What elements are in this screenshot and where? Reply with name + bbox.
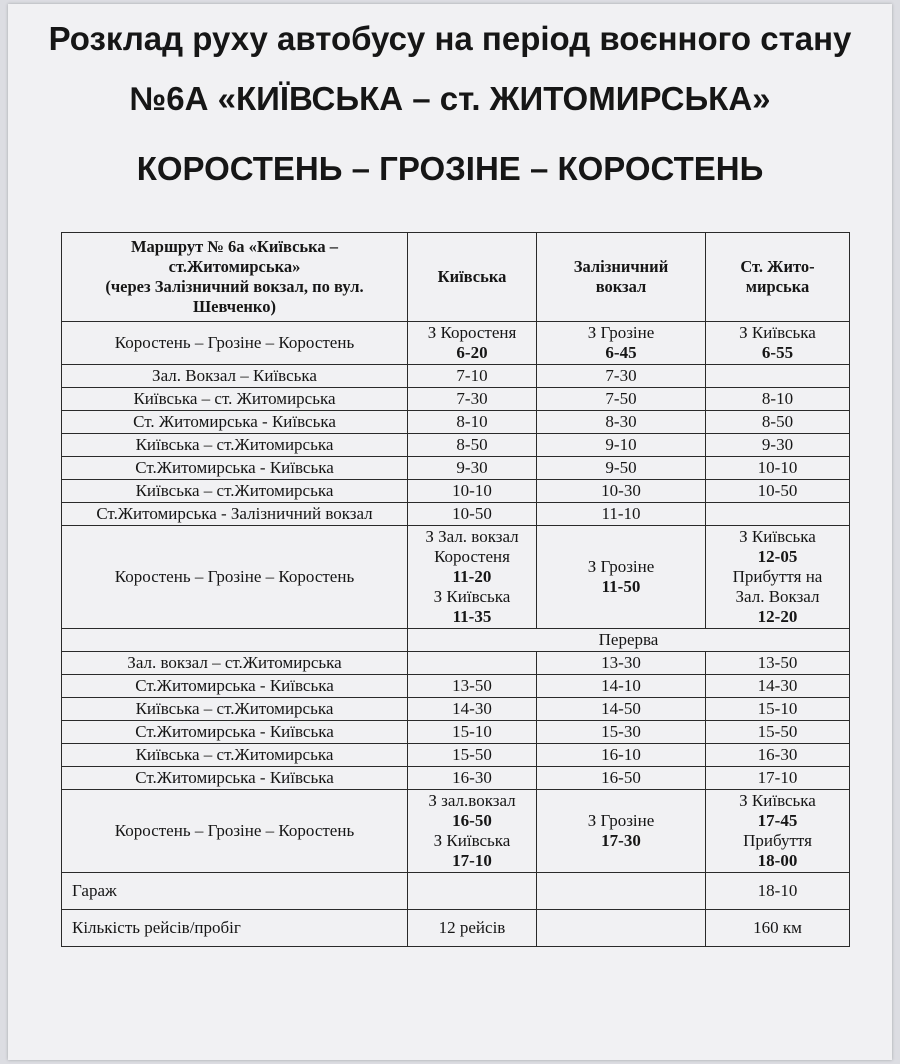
cell-text: 15-50 bbox=[452, 745, 492, 764]
time-cell-c3 bbox=[537, 457, 706, 480]
cell-text: 10-10 bbox=[452, 481, 492, 500]
departure-time: 17-45 bbox=[757, 811, 798, 830]
time-cell-c4 bbox=[706, 388, 850, 411]
route-cell: Ст.Житомирська - Київська bbox=[62, 767, 408, 790]
cell-text: Зал. Вокзал bbox=[735, 587, 820, 606]
time-cell-c4 bbox=[706, 480, 850, 503]
header-kyivska: Київська bbox=[408, 233, 537, 322]
table-row bbox=[62, 503, 850, 526]
summary-label: Кількість рейсів/пробіг bbox=[62, 910, 408, 947]
cell-text: 9-50 bbox=[605, 458, 637, 477]
departure-time: 11-20 bbox=[452, 567, 492, 586]
time-cell-c4 bbox=[706, 411, 850, 434]
route-cell: Київська – ст.Житомирська bbox=[62, 434, 408, 457]
time-cell-c2 bbox=[408, 744, 537, 767]
time-cell-c2 bbox=[408, 457, 537, 480]
time-cell-c4 bbox=[706, 767, 850, 790]
time-cell-c2 bbox=[408, 790, 537, 873]
summary-trips: 12 рейсів bbox=[408, 910, 537, 947]
cell-text: 7-30 bbox=[605, 366, 637, 385]
garage-time: 18-10 bbox=[706, 873, 850, 910]
table-row bbox=[62, 322, 850, 365]
table-row bbox=[62, 388, 850, 411]
route-cell: Коростень – Грозіне – Коростень bbox=[62, 322, 408, 365]
time-cell-c3 bbox=[537, 721, 706, 744]
route-cell: Київська – ст.Житомирська bbox=[62, 744, 408, 767]
departure-time: 12-05 bbox=[757, 547, 798, 566]
time-cell-c4 bbox=[706, 434, 850, 457]
cell-text: 8-10 bbox=[456, 412, 488, 431]
time-cell-c4 bbox=[706, 322, 850, 365]
cell-text: 16-50 bbox=[601, 768, 641, 787]
departure-time: 11-35 bbox=[452, 607, 492, 626]
time-cell-c4 bbox=[706, 698, 850, 721]
cell-text: 8-30 bbox=[605, 412, 637, 431]
cell-text: 9-30 bbox=[456, 458, 488, 477]
cell-text: 16-10 bbox=[601, 745, 641, 764]
departure-time: 17-10 bbox=[452, 851, 492, 870]
schedule-sheet bbox=[8, 4, 892, 1060]
cell-text: 14-30 bbox=[452, 699, 492, 718]
cell-text: 10-10 bbox=[757, 458, 798, 477]
route-cell: Ст. Житомирська - Київська bbox=[62, 411, 408, 434]
cell-text: 16-30 bbox=[757, 745, 798, 764]
table-row bbox=[62, 411, 850, 434]
time-cell-c3 bbox=[537, 411, 706, 434]
route-cell bbox=[62, 629, 408, 652]
time-cell-c4 bbox=[706, 744, 850, 767]
time-cell-c2 bbox=[408, 721, 537, 744]
time-cell-c3 bbox=[537, 434, 706, 457]
time-cell-c3 bbox=[537, 698, 706, 721]
time-cell-c4 bbox=[706, 526, 850, 629]
table-row bbox=[62, 790, 850, 873]
cell-text: 7-50 bbox=[605, 389, 637, 408]
route-cell: Ст.Житомирська - Київська bbox=[62, 457, 408, 480]
route-cell: Зал. вокзал – ст.Житомирська bbox=[62, 652, 408, 675]
title-line-1: Розклад руху автобусу на період воєнного стану bbox=[48, 20, 852, 57]
departure-time: 11-50 bbox=[601, 577, 641, 596]
time-cell-c3 bbox=[537, 744, 706, 767]
time-cell-c2 bbox=[408, 503, 537, 526]
time-cell-c2 bbox=[408, 675, 537, 698]
table-row bbox=[62, 675, 850, 698]
time-cell-c3 bbox=[537, 652, 706, 675]
time-cell-c3 bbox=[537, 675, 706, 698]
table-row bbox=[62, 652, 850, 675]
time-cell-c4 bbox=[706, 675, 850, 698]
cell-text: З зал.вокзал bbox=[428, 791, 516, 810]
table-row bbox=[62, 721, 850, 744]
garage-row bbox=[62, 873, 850, 910]
table-row bbox=[62, 457, 850, 480]
time-cell-c3 bbox=[537, 480, 706, 503]
time-cell-c2 bbox=[408, 322, 537, 365]
time-cell-c2 bbox=[408, 767, 537, 790]
cell-text: 10-50 bbox=[452, 504, 492, 523]
route-cell: Київська – ст. Житомирська bbox=[62, 388, 408, 411]
cell-text: З Грозіне bbox=[587, 557, 655, 576]
time-cell-c2 bbox=[408, 411, 537, 434]
table-row bbox=[62, 629, 850, 652]
cell-text: 14-30 bbox=[757, 676, 798, 695]
time-cell-c3 bbox=[537, 388, 706, 411]
cell-text: З Київська bbox=[433, 831, 511, 850]
cell-text: З Київська bbox=[433, 587, 511, 606]
time-cell-c2 bbox=[408, 698, 537, 721]
title-block bbox=[8, 22, 892, 212]
time-cell-c4 bbox=[706, 365, 850, 388]
time-cell-c2 bbox=[408, 434, 537, 457]
header-row bbox=[62, 233, 850, 322]
cell-text: 13-50 bbox=[452, 676, 492, 695]
route-cell: Зал. Вокзал – Київська bbox=[62, 365, 408, 388]
cell-text: 11-10 bbox=[601, 504, 641, 523]
time-cell-c3 bbox=[537, 526, 706, 629]
cell-text: 8-50 bbox=[456, 435, 488, 454]
route-cell: Коростень – Грозіне – Коростень bbox=[62, 526, 408, 629]
summary-distance: 160 км bbox=[706, 910, 850, 947]
cell-text: З Коростеня bbox=[427, 323, 517, 342]
schedule-table bbox=[61, 232, 850, 947]
time-cell-c2 bbox=[408, 652, 537, 675]
time-cell-c2 bbox=[408, 388, 537, 411]
title-line-3: КОРОСТЕНЬ – ГРОЗІНЕ – КОРОСТЕНЬ bbox=[136, 150, 764, 187]
route-cell: Київська – ст.Житомирська bbox=[62, 480, 408, 503]
cell-text: 9-10 bbox=[605, 435, 637, 454]
cell-text: 16-30 bbox=[452, 768, 492, 787]
cell-text: 15-10 bbox=[757, 699, 798, 718]
time-cell-c4 bbox=[706, 457, 850, 480]
departure-time: 6-45 bbox=[605, 343, 637, 362]
cell-text: 13-30 bbox=[601, 653, 641, 672]
table-row bbox=[62, 434, 850, 457]
header-railway-station: Залізничний вокзал bbox=[537, 233, 706, 322]
cell-text: 10-50 bbox=[757, 481, 798, 500]
cell-text: З Грозіне bbox=[587, 323, 655, 342]
table-row bbox=[62, 767, 850, 790]
cell-text: З Грозіне bbox=[587, 811, 655, 830]
cell-text: 15-30 bbox=[601, 722, 641, 741]
cell-text: 17-10 bbox=[757, 768, 798, 787]
cell-text: Прибуття на bbox=[732, 567, 823, 586]
table-row bbox=[62, 365, 850, 388]
table-row bbox=[62, 698, 850, 721]
time-cell-c3 bbox=[537, 503, 706, 526]
table-row bbox=[62, 480, 850, 503]
time-cell-c3 bbox=[537, 365, 706, 388]
time-cell-c3 bbox=[537, 322, 706, 365]
route-cell: Ст.Житомирська - Київська bbox=[62, 721, 408, 744]
cell-text: З Київська bbox=[739, 527, 816, 546]
header-zhytomyrska: Ст. Жито- мирська bbox=[706, 233, 850, 322]
header-route: Маршрут № 6а «Київська – ст.Житомирська» (через Залізничний вокзал, по вул. Шевченко) bbox=[62, 233, 408, 322]
cell-text: 13-50 bbox=[757, 653, 798, 672]
cell-text: 7-10 bbox=[456, 366, 488, 385]
route-cell: Ст.Житомирська - Київська bbox=[62, 675, 408, 698]
departure-time: 12-20 bbox=[757, 607, 798, 626]
cell-text: 7-30 bbox=[456, 389, 488, 408]
garage-label: Гараж bbox=[62, 873, 408, 910]
route-cell: Коростень – Грозіне – Коростень bbox=[62, 790, 408, 873]
cell-text: 8-10 bbox=[761, 389, 794, 408]
departure-time: 18-00 bbox=[757, 851, 798, 870]
time-cell-c4 bbox=[706, 503, 850, 526]
summary-row bbox=[62, 910, 850, 947]
title-line-2: №6А «КИЇВСЬКА – ст. ЖИТОМИРСЬКА» bbox=[129, 80, 771, 117]
cell-text: Прибуття bbox=[743, 831, 812, 850]
cell-text: З Київська bbox=[739, 323, 816, 342]
cell-text: 10-30 bbox=[601, 481, 641, 500]
table-row bbox=[62, 744, 850, 767]
time-cell-c4 bbox=[706, 652, 850, 675]
break-cell: Перерва bbox=[408, 629, 850, 652]
cell-text: 14-50 bbox=[601, 699, 641, 718]
departure-time: 6-55 bbox=[761, 343, 794, 362]
time-cell-c4 bbox=[706, 790, 850, 873]
departure-time: 16-50 bbox=[452, 811, 492, 830]
time-cell-c4 bbox=[706, 721, 850, 744]
cell-text: Коростеня bbox=[434, 547, 510, 566]
table-row bbox=[62, 526, 850, 629]
departure-time: 6-20 bbox=[456, 343, 488, 362]
time-cell-c3 bbox=[537, 790, 706, 873]
route-cell: Ст.Житомирська - Залізничний вокзал bbox=[62, 503, 408, 526]
cell-text: З Зал. вокзал bbox=[425, 527, 519, 546]
time-cell-c2 bbox=[408, 526, 537, 629]
cell-text: 14-10 bbox=[601, 676, 641, 695]
time-cell-c2 bbox=[408, 365, 537, 388]
cell-text: 15-10 bbox=[452, 722, 492, 741]
cell-text: 15-50 bbox=[757, 722, 798, 741]
cell-text: 8-50 bbox=[761, 412, 794, 431]
departure-time: 17-30 bbox=[601, 831, 641, 850]
time-cell-c3 bbox=[537, 767, 706, 790]
route-cell: Київська – ст.Житомирська bbox=[62, 698, 408, 721]
time-cell-c2 bbox=[408, 480, 537, 503]
cell-text: З Київська bbox=[739, 791, 816, 810]
cell-text: 9-30 bbox=[761, 435, 794, 454]
